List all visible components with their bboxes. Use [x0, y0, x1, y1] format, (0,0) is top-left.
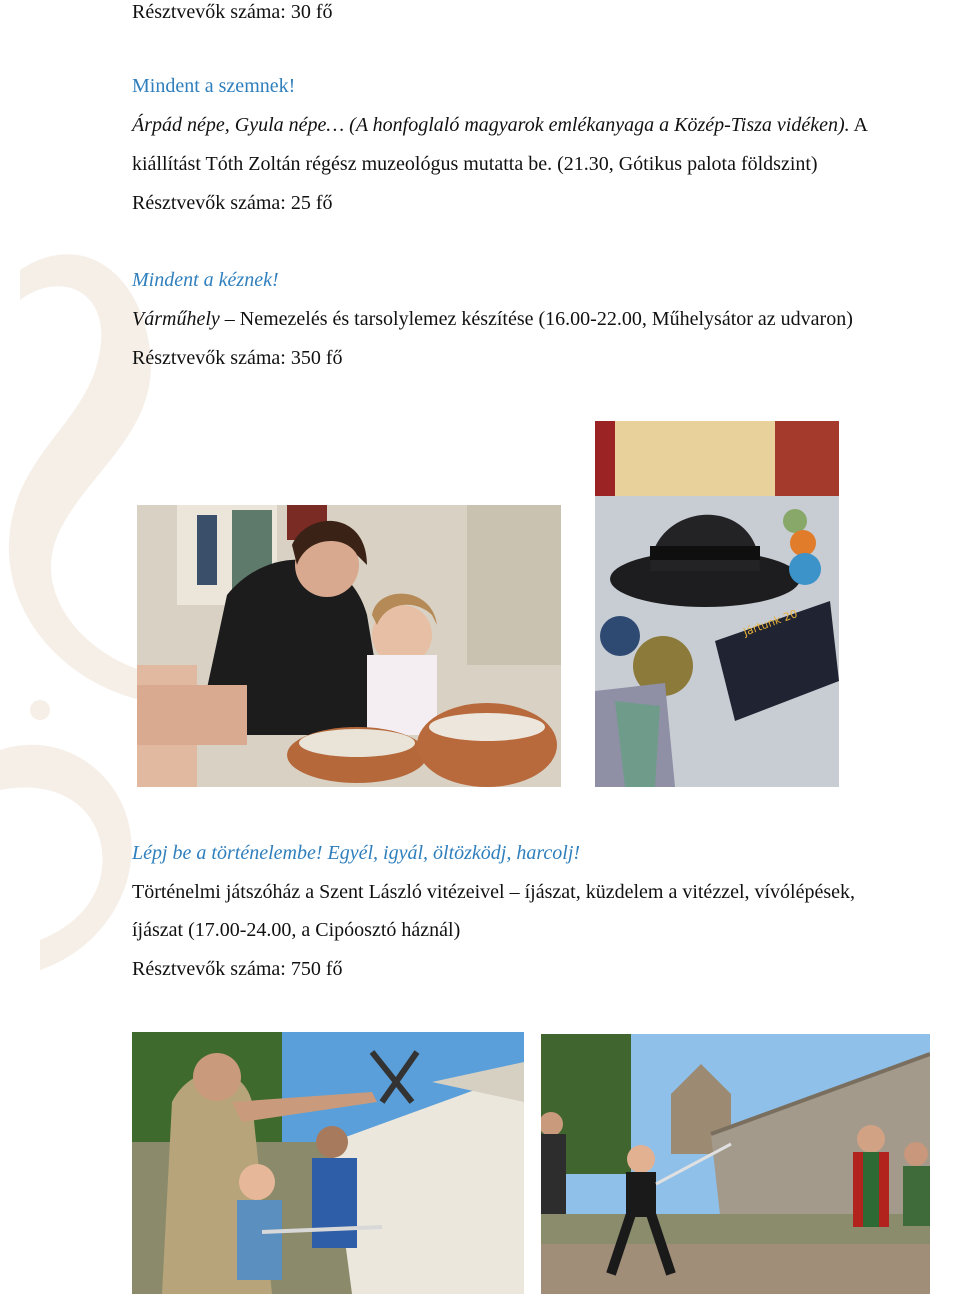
participants-count-2: Résztvevők száma: 25 fő: [132, 192, 333, 214]
participants-count-1: Résztvevők száma: 30 fő: [132, 1, 333, 23]
photo-felting-workshop: [137, 505, 561, 787]
section-heading-history: Lépj be a történelembe! Egyél, igyál, öltözködj, harcolj!: [132, 842, 581, 864]
photo-sword-play-2: [541, 1034, 930, 1294]
participants-count-3: Résztvevők száma: 350 fő: [132, 347, 343, 369]
photo-sword-play-1: [132, 1032, 524, 1294]
section-heading-eyes: Mindent a szemnek!: [132, 75, 296, 97]
exhibition-line-2: kiállítást Tóth Zoltán régész muzeológus mutatta be. (21.30, Gótikus palota földszint): [132, 153, 818, 175]
playhouse-line-1: Történelmi játszóház a Szent László vitézeivel – íjászat, küzdelem a vitézzel, vívólépések,: [132, 881, 856, 903]
participants-count-4: Résztvevők száma: 750 fő: [132, 958, 343, 980]
workshop-line: [132, 307, 853, 331]
exhibition-line-1: [132, 113, 868, 137]
exhibition-line-1-rest: A: [849, 114, 868, 136]
photo-felt-balls-hat: [595, 421, 839, 787]
playhouse-line-2: íjászat (17.00-24.00, a Cipóosztó háznál): [132, 919, 461, 941]
section-heading-hands: Mindent a kéznek!: [132, 269, 279, 291]
workshop-title: Várműhely: [132, 308, 220, 330]
workshop-description: – Nemezelés és tarsolylemez készítése (16.00-22.00, Műhelysátor az udvaron): [219, 308, 853, 330]
flyer-text: Jártunk 20: [741, 607, 800, 639]
exhibition-title: Árpád népe, Gyula népe… (A honfoglaló magyarok emlékanyaga a Közép-Tisza vidéken).: [132, 114, 850, 136]
